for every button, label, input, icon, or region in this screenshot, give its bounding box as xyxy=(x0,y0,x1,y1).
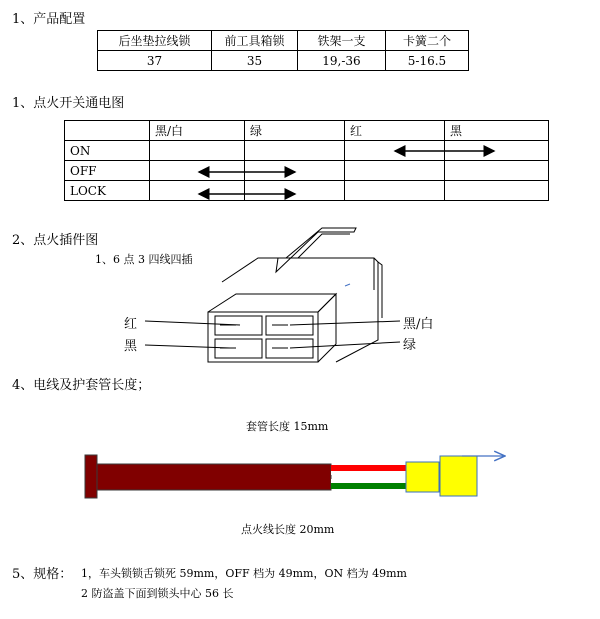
table-header-cell: 黑/白 xyxy=(150,121,245,141)
connector-drawing xyxy=(145,228,400,362)
table-header-cell: 后坐垫拉线锁 xyxy=(98,31,212,51)
label-black-white: 黑/白 xyxy=(403,317,434,332)
label-black: 黑 xyxy=(124,339,138,354)
table-header-cell: 绿 xyxy=(245,121,345,141)
wire-white-1 xyxy=(331,471,409,475)
wire-red xyxy=(331,465,409,471)
section-product-config-title: 1、产品配置 xyxy=(12,12,86,27)
wire-green xyxy=(331,483,409,489)
sleeve-length-label: 套管长度 15mm xyxy=(246,420,329,433)
section-ignition-diagram-title: 1、点火开关通电图 xyxy=(12,96,125,111)
plug-subtitle: 1、6 点 3 四线四插 xyxy=(95,253,193,266)
table-cell: 35 xyxy=(212,51,298,71)
table-header-cell: 黑 xyxy=(445,121,549,141)
label-green: 绿 xyxy=(403,338,417,353)
label-red: 红 xyxy=(124,317,138,332)
table-header-cell: 卡簧二个 xyxy=(386,31,469,51)
wire-diagram xyxy=(85,455,505,498)
spec-line-1: 1，车头锁锁舌锁死 59mm，OFF 档为 49mm，ON 档为 49mm xyxy=(81,567,407,580)
wire-white-2 xyxy=(331,479,409,483)
row-label-lock: LOCK xyxy=(65,181,150,201)
wire-end-cap xyxy=(85,455,97,498)
plug-large xyxy=(440,456,477,496)
table-cell: 37 xyxy=(98,51,212,71)
row-label-on: ON xyxy=(65,141,150,161)
table-cell: 19,-36 xyxy=(298,51,386,71)
sleeve-bar xyxy=(97,464,331,490)
table-header-cell: 红 xyxy=(345,121,445,141)
wire-length-label: 点火线长度 20mm xyxy=(241,523,335,536)
spec-line-2: 2 防盗盖下面到锁头中心 56 长 xyxy=(81,587,234,600)
table-header-cell: 前工具箱锁 xyxy=(212,31,298,51)
row-label-off: OFF xyxy=(65,161,150,181)
table-cell: 5-16.5 xyxy=(386,51,469,71)
section-wire-length-title: 4、电线及护套管长度； xyxy=(12,378,151,393)
table-header-cell: 铁架一支 xyxy=(298,31,386,51)
section-spec-title: 5、规格： xyxy=(12,567,73,582)
section-plug-diagram-title: 2、点火插件图 xyxy=(12,233,99,248)
plug-small xyxy=(406,462,439,492)
